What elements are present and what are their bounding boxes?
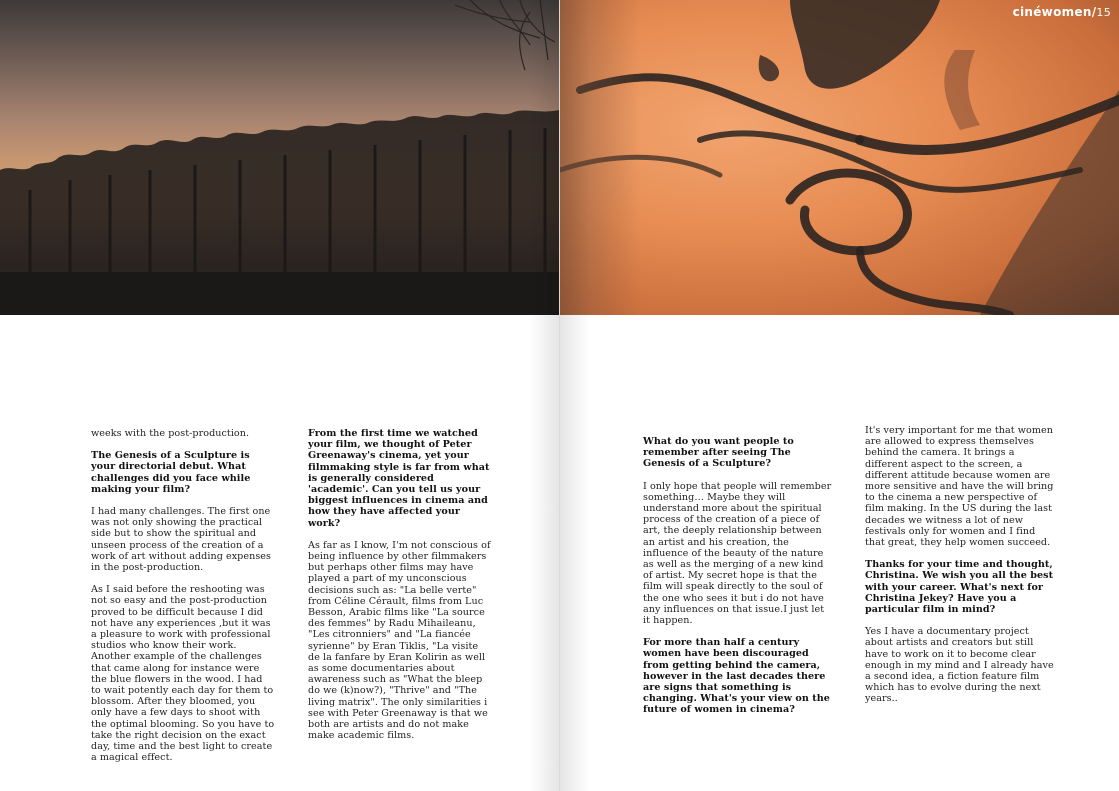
text-column-1 [91, 428, 275, 774]
interview-answer: As far as I know, I'm not conscious of being influence by other filmmakers but perhaps other films may have played a part of my unconscious decisions such as: "La belle verte" from Céline Cérault, films from Luc Besson, Arabic films like "La source des femmes" by Radu Mihaileanu, "Les citronniers" and "La fiancée syrienne" by Eran Tiklis, "La visite de la fanfare by Eran Kolirin as well as some documentaries about awareness such as "What the bleep do we (k)now?), "Thrive" and "The living matrix". The only similarities i see with Peter Greenaway is that we both are artists and do not make make academic films. [308, 539, 491, 742]
interview-answer: weeks with the post-production. [91, 428, 250, 439]
text-column-2 [308, 428, 492, 752]
interview-question: What do you want people to remember after seeing The Genesis of a Sculpture? [643, 436, 794, 470]
text-column-3 [643, 436, 833, 727]
interview-answer: I only hope that people will remember something… Maybe they will understand more about the spiritual process of the creation of a piece of art, the deeply relationship between an artist and his creation, the influence of the beauty of the nature as well as the merging of a new kind of artist. My secret hope is that the film will speak directly to the soul of the one who sees it but i do not have any influences on that issue.I just let it happen. [643, 480, 832, 627]
masthead-separator: / [1091, 5, 1097, 19]
page-gutter-shadow [529, 0, 559, 791]
text-column-4 [865, 425, 1055, 716]
trees-at-sunset-photo [0, 0, 559, 315]
page-gutter-shadow [560, 0, 590, 791]
interview-answer: As I said before the reshooting was not so easy and the post-production proved to be difficult because I did not have any experiences ,but it was a pleasure to work with professional studios who know their work. Another example of the challenges that came along for instance were the blue flowers in the wood. I had to wait potently each day for them to blossom. After they bloomed, you only have a few days to shoot with the optimal blooming. So you have to take the right decision on the exact day, time and the best light to create a magical effect. [91, 584, 275, 764]
page-number: 15 [1096, 6, 1111, 19]
interview-answer: Yes I have a documentary project about artists and creators but still have to work on it to become clear enough in my mind and I already have a second idea, a fiction feature film which has to evolve during the next years.. [865, 626, 1054, 705]
left-page [0, 0, 559, 791]
magazine-masthead [1013, 5, 1111, 19]
interview-answer: I had many challenges. The first one was not only showing the practical side but to show the spiritual and unseen process of the creation of a work of art without adding expenses in the post-production. [91, 506, 271, 574]
interview-answer: It's very important for me that women are allowed to express themselves behind the camera. It brings a different aspect to the screen, a different attitude because women are more sensitive and have the will bring to the cinema a new perspective of film making. In the US during the last decades we witness a lot of new festivals only for women and I find that great, they help women succeed. [865, 425, 1054, 549]
sand-drawing-photo [560, 0, 1119, 315]
right-page [560, 0, 1119, 791]
tree-silhouette-drawing [0, 0, 559, 315]
sand-drawing [560, 0, 1119, 315]
magazine-brand: cinéwomen [1012, 5, 1092, 19]
interview-question: The Genesis of a Sculpture is your directorial debut. What challenges did you face while making your film? [91, 450, 251, 495]
interview-question: Thanks for your time and thought, Christina. We wish you all the best with your career. What's next for Christina Jekey? Have you a particular film in mind? [865, 559, 1054, 616]
interview-question: From the first time we watched your film, we thought of Peter Greenaway's cinema, yet your filmmaking style is far from what is generally considered 'academic'. Can you tell us your biggest influences in cinema and how they have affected your work? [308, 428, 490, 529]
interview-question: For more than half a century women have been discouraged from getting behind the camera, however in the last decades there are signs that something is changing. What's your view on the future of women in cinema? [643, 637, 830, 716]
